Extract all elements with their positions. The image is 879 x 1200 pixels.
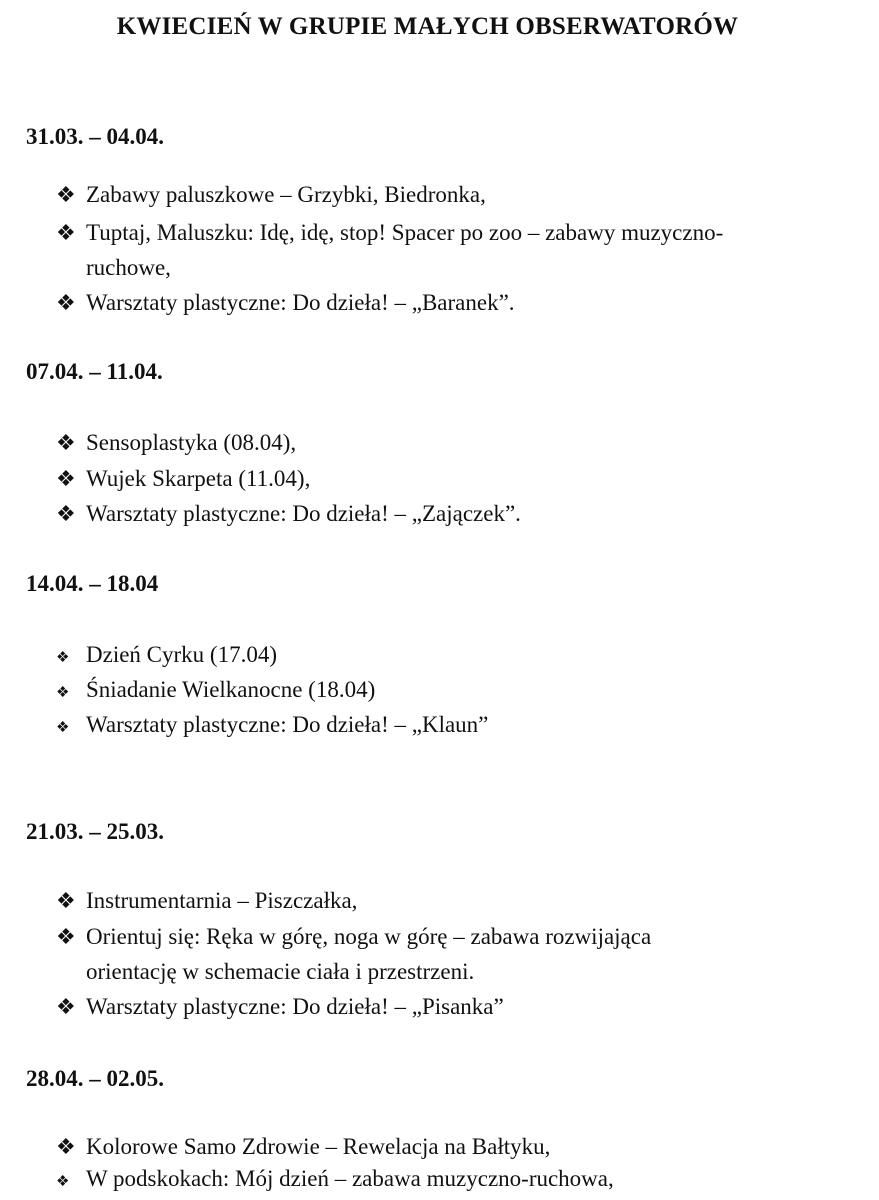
week-heading-1: 31.03. – 04.04. <box>26 124 164 149</box>
list-item-text: Warsztaty plastyczne: Do dzieła! – „Baranek”. <box>86 290 515 315</box>
bullet-icon: ❖ <box>56 430 76 455</box>
week-heading-2: 07.04. – 11.04. <box>26 359 163 384</box>
list-item <box>56 1162 614 1197</box>
week-heading-5: 28.04. – 02.05. <box>26 1066 164 1091</box>
week-heading-4: 21.03. – 25.03. <box>26 819 164 844</box>
week-heading-3: 14.04. – 18.04 <box>26 571 159 596</box>
list-item <box>56 497 521 532</box>
list-item-text: Kolorowe Samo Zdrowie – Rewelacja na Bałtyku, <box>86 1134 551 1159</box>
list-item-text: Orientuj się: Ręka w górę, noga w górę – zabawa rozwijająca <box>86 924 652 949</box>
list-item <box>56 920 651 989</box>
list-item-text: Warsztaty plastyczne: Do dzieła! – „Klaun” <box>86 712 489 737</box>
bullet-icon: ❖ <box>56 720 70 736</box>
list-item <box>56 1130 550 1165</box>
list-item-text: Zabawy paluszkowe – Grzybki, Biedronka, <box>86 182 486 207</box>
list-item <box>56 638 277 673</box>
list-item <box>56 708 488 743</box>
bullet-icon: ❖ <box>56 650 70 666</box>
bullet-icon: ❖ <box>56 182 76 207</box>
list-item-text-continued: orientację w schemacie ciała i przestrzeni. <box>86 958 475 984</box>
bullet-icon: ❖ <box>56 466 76 491</box>
bullet-icon: ❖ <box>56 290 76 315</box>
bullet-icon: ❖ <box>56 924 76 949</box>
list-item <box>56 216 723 285</box>
list-item-text: Sensoplastyka (08.04), <box>86 430 297 455</box>
list-item <box>56 884 357 919</box>
page-title: KWIECIEŃ W GRUPIE MAŁYCH OBSERWATORÓW <box>116 13 739 40</box>
list-item <box>56 178 486 213</box>
list-item-text-continued: ruchowe, <box>86 254 171 280</box>
list-item <box>56 990 504 1025</box>
list-item-text: Tuptaj, Maluszku: Idę, idę, stop! Spacer po zoo – zabawy muzyczno- <box>86 220 724 245</box>
bullet-icon: ❖ <box>56 685 70 701</box>
bullet-icon: ❖ <box>56 501 76 526</box>
list-item-text: Dzień Cyrku (17.04) <box>86 642 277 667</box>
list-item <box>56 462 310 497</box>
list-item-text: Instrumentarnia – Piszczałka, <box>86 888 358 913</box>
bullet-icon: ❖ <box>56 1134 76 1159</box>
bullet-icon: ❖ <box>56 220 76 245</box>
list-item-text: Warsztaty plastyczne: Do dzieła! – „Zajączek”. <box>86 501 521 526</box>
bullet-icon: ❖ <box>56 1174 70 1190</box>
bullet-icon: ❖ <box>56 888 76 913</box>
list-item-text: W podskokach: Mój dzień – zabawa muzyczno-ruchowa, <box>86 1166 614 1191</box>
list-item-text: Wujek Skarpeta (11.04), <box>86 466 311 491</box>
bullet-icon: ❖ <box>56 994 76 1019</box>
list-item-text: Śniadanie Wielkanocne (18.04) <box>86 677 376 702</box>
list-item <box>56 673 375 708</box>
list-item-text: Warsztaty plastyczne: Do dzieła! – „Pisanka” <box>86 994 504 1019</box>
list-item <box>56 426 296 461</box>
list-item <box>56 286 515 321</box>
